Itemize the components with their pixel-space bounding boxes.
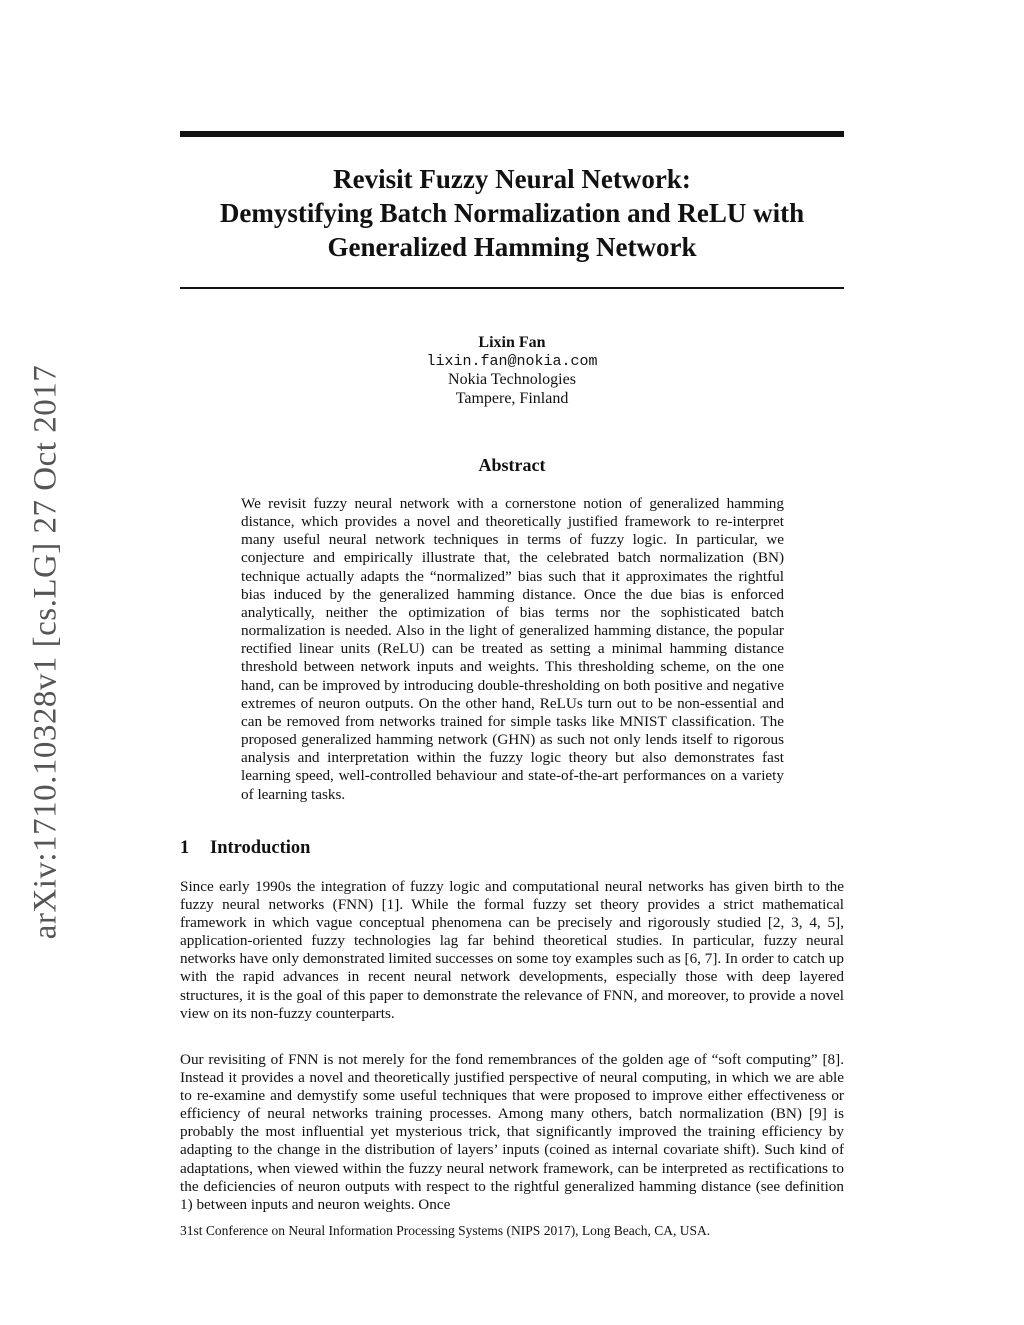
title-bottom-rule	[180, 287, 844, 289]
intro-paragraph: Since early 1990s the integration of fuzzy logic and computational neural networks has given birth to the fuzzy neural networks (FNN) [1]. While the formal fuzzy set theory provides a strict mathematical framework in which vague conceptual phenomena can be precisely and rigorously studied [2, 3, 4, 5], application-oriented fuzzy technologies lag far behind theoretical studies. In particular, fuzzy neural networks have only demonstrated limited successes on some toy examples such as [6, 7]. In order to catch up with the rapid advances in recent neural network developments, especially those with deep layered structures, it is the goal of this paper to demonstrate the relevance of FNN, and moreover, to provide a novel view on its non-fuzzy counterparts.	[180, 878, 844, 1022]
conference-footer: 31st Conference on Neural Information Processing Systems (NIPS 2017), Long Beach, CA, USA.	[180, 1223, 711, 1238]
author-affiliation: Nokia Technologies	[448, 371, 576, 388]
abstract-heading: Abstract	[478, 455, 546, 475]
author-block	[180, 334, 844, 408]
arxiv-stamp: arXiv:1710.10328v1 [cs.LG] 27 Oct 2017	[27, 364, 64, 940]
title-line: Demystifying Batch Normalization and ReLU with	[219, 198, 805, 228]
author-location: Tampere, Finland	[455, 389, 569, 407]
section-title: Introduction	[210, 838, 311, 858]
section-heading	[180, 838, 310, 859]
author-email: lixin.fan@nokia.com	[426, 352, 598, 370]
title-line: Revisit Fuzzy Neural Network:	[333, 164, 691, 194]
abstract-body: We revisit fuzzy neural network with a cornerstone notion of generalized hamming distance, which provides a novel and theoretically justified framework to re-interpret many useful neural network techniques in terms of fuzzy logic. In particular, we conjecture and empirically illustrate that, the celebrated batch normalization (BN) technique actually adapts the “normalized” bias such that it approximates the rightful bias induced by the generalized hamming distance. Once the due bias is enforced analytically, neither the optimization of bias terms nor the sophisticated batch normalization is needed. Also in the light of generalized hamming distance, the popular rectified linear units (ReLU) can be treated as setting a minimal hamming distance threshold between network inputs and weights. This thresholding scheme, on the one hand, can be improved by introducing double-thresholding on both positive and negative extremes of neuron outputs. On the other hand, ReLUs turn out to be non-essential and can be removed from networks trained for simple tasks like MNIST classification. The proposed generalized hamming network (GHN) as such not only lends itself to rigorous analysis and interpretation within the fuzzy logic theory but also demonstrates fast learning speed, well-controlled behaviour and state-of-the-art performances on a variety of learning tasks.	[241, 495, 784, 803]
paper-title	[180, 162, 844, 264]
section-number: 1	[180, 838, 190, 858]
author-name: Lixin Fan	[478, 334, 546, 351]
intro-paragraph: Our revisiting of FNN is not merely for the fond remembrances of the golden age of “soft computing” [8]. Instead it provides a novel and theoretically justified perspective of neural computing, in which we are able to re-examine and demystify some useful techniques that were proposed to improve either effectiveness or efficiency of neural networks training processes. Among many others, batch normalization (BN) [9] is probably the most influential yet mysterious trick, that significantly improved the training efficiency by adapting to the change in the distribution of layers’ inputs (coined as internal covariate shift). Such kind of adaptations, when viewed within the fuzzy neural network framework, can be interpreted as rectifications to the deficiencies of neuron outputs with respect to the rightful generalized hamming distance (see definition 1) between inputs and neuron weights. Once	[180, 1051, 844, 1213]
title-top-rule	[180, 131, 844, 137]
title-line: Generalized Hamming Network	[327, 232, 697, 262]
